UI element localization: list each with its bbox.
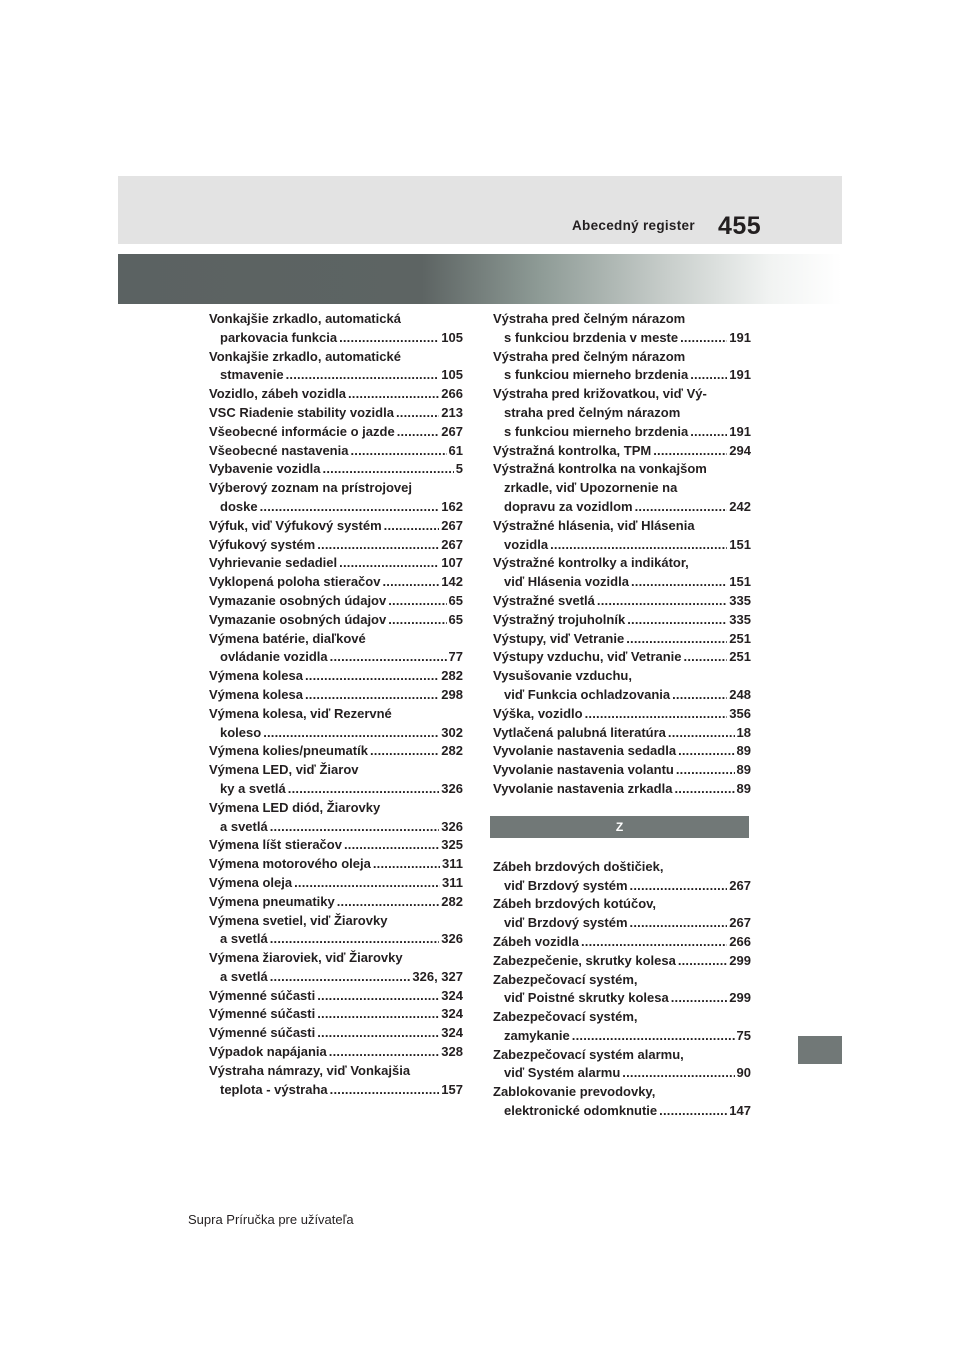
index-entry-text: Vonkajšie zrkadlo, automatické bbox=[209, 348, 401, 364]
index-entry-text: viď Brzdový systém bbox=[504, 915, 628, 931]
dot-leader bbox=[348, 385, 439, 404]
footer-manual-title: Supra Príručka pre užívateľa bbox=[188, 1212, 354, 1227]
index-entry bbox=[493, 858, 751, 896]
index-entry-text: Zabezpečovací systém, bbox=[493, 1009, 638, 1025]
letter-section-band: Z bbox=[490, 816, 749, 838]
index-entry-page: 298 bbox=[441, 686, 463, 702]
index-entry bbox=[209, 836, 463, 855]
index-entry-page: 326 bbox=[441, 931, 463, 947]
index-entry-page: 77 bbox=[448, 649, 463, 665]
index-entry-page: 326 bbox=[441, 780, 463, 796]
dot-leader bbox=[630, 877, 728, 896]
dot-leader bbox=[626, 630, 727, 649]
index-entry bbox=[209, 799, 463, 837]
index-entry bbox=[493, 1083, 751, 1121]
index-entry bbox=[493, 724, 751, 743]
index-entry-page: 191 bbox=[729, 329, 751, 345]
index-entry-page: 324 bbox=[441, 1006, 463, 1022]
dot-leader bbox=[397, 423, 440, 442]
index-entry-page: 267 bbox=[441, 536, 463, 552]
index-entry-page: 242 bbox=[729, 498, 751, 514]
index-entry bbox=[209, 630, 463, 668]
index-entry-page: 162 bbox=[441, 498, 463, 514]
index-entry bbox=[209, 554, 463, 573]
index-entry-text: Výstraha pred čelným nárazom bbox=[493, 311, 686, 326]
index-entry-page: 61 bbox=[448, 442, 463, 458]
index-entry bbox=[209, 536, 463, 555]
dot-leader bbox=[384, 517, 440, 536]
index-entry-text: Zabezpečovací systém alarmu, bbox=[493, 1046, 684, 1062]
dot-leader bbox=[597, 592, 727, 611]
index-entry-page: 266 bbox=[729, 933, 751, 949]
index-entry-text: Výstražné hlásenia, viď Hlásenia bbox=[493, 517, 695, 533]
index-entry-page: 302 bbox=[441, 724, 463, 740]
dot-leader bbox=[344, 836, 439, 855]
index-entry bbox=[493, 310, 751, 348]
index-entry-text: viď Hlásenia vozidla bbox=[504, 574, 629, 590]
index-entry-text: Výmena motorového oleja bbox=[209, 856, 371, 872]
dot-leader bbox=[339, 554, 439, 573]
index-entry-text: Výmenné súčasti bbox=[209, 1025, 316, 1041]
index-entry bbox=[209, 761, 463, 799]
dot-leader bbox=[678, 952, 727, 971]
index-entry-text: teplota - výstraha bbox=[220, 1081, 328, 1097]
index-entry-text: viď Funkcia ochladzovania bbox=[504, 686, 671, 702]
dot-leader bbox=[585, 705, 728, 724]
dot-leader bbox=[684, 648, 728, 667]
index-entry bbox=[209, 348, 463, 386]
index-entry bbox=[209, 592, 463, 611]
index-entry-text: Zábeh brzdových doštičiek, bbox=[493, 858, 664, 874]
index-entry bbox=[209, 1005, 463, 1024]
dot-leader bbox=[317, 1005, 439, 1024]
index-entry-text: parkovacia funkcia bbox=[220, 329, 338, 345]
index-entry bbox=[209, 573, 463, 592]
index-entry-page: 299 bbox=[729, 990, 751, 1006]
index-entry-page: 299 bbox=[729, 952, 751, 968]
dot-leader bbox=[330, 648, 447, 667]
index-entry bbox=[493, 460, 751, 516]
dot-leader bbox=[671, 989, 728, 1008]
index-entry-text: a svetlá bbox=[220, 931, 268, 947]
index-entry-text: dopravu za vozidlom bbox=[504, 498, 633, 514]
index-entry-page: 105 bbox=[441, 367, 463, 383]
index-entry-text: Výmena kolies/pneumatík bbox=[209, 743, 368, 759]
index-entry bbox=[493, 761, 751, 780]
index-entry-text: ky a svetlá bbox=[220, 780, 286, 796]
dot-leader bbox=[305, 667, 439, 686]
index-entry bbox=[493, 517, 751, 555]
dot-leader bbox=[329, 1043, 440, 1062]
index-entry-text: Výstraha pred čelným nárazom bbox=[493, 348, 686, 364]
dot-leader bbox=[317, 1024, 439, 1043]
index-entry-text: Výstraha pred križovatkou, viď Vý- bbox=[493, 386, 707, 402]
dot-leader bbox=[263, 724, 439, 743]
dot-leader bbox=[270, 968, 411, 987]
index-entry-text: Výstraha námrazy, viď Vonkajšia bbox=[209, 1062, 411, 1078]
index-entry-text: a svetlá bbox=[220, 968, 268, 984]
index-entry bbox=[209, 705, 463, 743]
index-entry-text: viď Systém alarmu bbox=[504, 1065, 621, 1081]
index-entry-text: Výmena líšt stieračov bbox=[209, 837, 342, 853]
dot-leader bbox=[668, 724, 735, 743]
index-entry-text: Výpadok napájania bbox=[209, 1044, 327, 1060]
index-entry-text: zamykanie bbox=[504, 1027, 570, 1043]
index-entry-page: 248 bbox=[729, 686, 751, 702]
index-entry-page: 282 bbox=[441, 668, 463, 684]
index-entry-page: 326 bbox=[441, 818, 463, 834]
index-entry bbox=[493, 971, 751, 1009]
index-entry-text: Výmenné súčasti bbox=[209, 1006, 316, 1022]
index-entry-text: Vysušovanie vzduchu, bbox=[493, 668, 632, 684]
index-entry-page: 18 bbox=[736, 724, 751, 740]
index-entry-text: viď Brzdový systém bbox=[504, 877, 628, 893]
index-entry bbox=[493, 742, 751, 761]
index-entry-page: 267 bbox=[441, 423, 463, 439]
index-entry-text: Vyvolanie nastavenia sedadla bbox=[493, 743, 677, 759]
index-entry bbox=[493, 933, 751, 952]
index-entry-page: 282 bbox=[441, 893, 463, 909]
dot-leader bbox=[690, 423, 727, 442]
index-entry bbox=[209, 742, 463, 761]
dot-leader bbox=[330, 1081, 440, 1100]
dot-leader bbox=[337, 893, 440, 912]
dot-leader bbox=[388, 611, 446, 630]
dot-leader bbox=[370, 742, 439, 761]
index-entry bbox=[493, 630, 751, 649]
index-entry-page: 335 bbox=[729, 611, 751, 627]
index-entry-page: 191 bbox=[729, 367, 751, 383]
index-entry bbox=[493, 667, 751, 705]
index-entry-text: Výstražná kontrolka na vonkajšom bbox=[493, 461, 707, 477]
dot-leader bbox=[373, 855, 440, 874]
index-entry-page: 325 bbox=[441, 837, 463, 853]
index-entry-page: 90 bbox=[736, 1065, 751, 1081]
dot-leader bbox=[572, 1027, 735, 1046]
index-entry bbox=[209, 404, 463, 423]
index-entry bbox=[209, 479, 463, 517]
index-entry-text: s funkciou brzdenia v meste bbox=[504, 329, 679, 345]
index-entry-page: 157 bbox=[441, 1081, 463, 1097]
index-entry-text: Výstupy vzduchu, viď Vetranie bbox=[493, 649, 682, 665]
index-entry-text: zrkadle, viď Upozornenie na bbox=[504, 480, 678, 496]
index-entry-text: Výmena oleja bbox=[209, 874, 293, 890]
index-entry bbox=[493, 385, 751, 441]
index-entry-text: Výstražný trojuholník bbox=[493, 611, 626, 627]
index-entry-page: 89 bbox=[736, 762, 751, 778]
index-entry-text: Vytlačená palubná literatúra bbox=[493, 724, 666, 740]
index-entry bbox=[209, 385, 463, 404]
index-entries-v bbox=[493, 310, 751, 799]
index-entry-page: 324 bbox=[441, 987, 463, 1003]
header-gradient-bar bbox=[118, 254, 842, 304]
index-entry-page: 356 bbox=[729, 705, 751, 721]
dot-leader bbox=[396, 404, 439, 423]
index-entry-page: 328 bbox=[441, 1044, 463, 1060]
index-entry-page: 151 bbox=[729, 536, 751, 552]
index-entry-text: Vyvolanie nastavenia volantu bbox=[493, 762, 674, 778]
index-entry-page: 266 bbox=[441, 386, 463, 402]
index-entry bbox=[209, 442, 463, 461]
index-entry-text: Výmena žiaroviek, viď Žiarovky bbox=[209, 950, 403, 966]
index-entry-text: elektronické odomknutie bbox=[504, 1103, 658, 1119]
dot-leader bbox=[270, 818, 440, 837]
dot-leader bbox=[653, 442, 727, 461]
index-entry-text: Vyklopená poloha stieračov bbox=[209, 574, 381, 590]
index-entry-text: straha pred čelným nárazom bbox=[504, 404, 681, 420]
index-column-left bbox=[209, 310, 463, 1099]
index-entry-text: Zabezpečenie, skrutky kolesa bbox=[493, 952, 676, 968]
index-entry-text: Výstupy, viď Vetranie bbox=[493, 630, 625, 646]
index-entry-text: Všeobecné informácie o jazde bbox=[209, 423, 395, 439]
index-entry bbox=[493, 780, 751, 799]
dot-leader bbox=[678, 742, 734, 761]
dot-leader bbox=[581, 933, 727, 952]
index-entry-page: 294 bbox=[729, 442, 751, 458]
index-entry-page: 267 bbox=[441, 517, 463, 533]
index-entry-page: 142 bbox=[441, 574, 463, 590]
index-entry-page: 267 bbox=[729, 915, 751, 931]
index-entry bbox=[493, 554, 751, 592]
index-entry-text: Zablokovanie prevodovky, bbox=[493, 1084, 656, 1100]
index-entry bbox=[493, 442, 751, 461]
dot-leader bbox=[630, 914, 728, 933]
index-entry-text: a svetlá bbox=[220, 818, 268, 834]
index-entry bbox=[493, 611, 751, 630]
index-entry-text: Zabezpečovací systém, bbox=[493, 971, 638, 987]
index-entry-text: VSC Riadenie stability vozidla bbox=[209, 404, 394, 420]
index-entry-page: 251 bbox=[729, 630, 751, 646]
index-entry-text: doske bbox=[220, 498, 258, 514]
index-entry bbox=[209, 667, 463, 686]
index-entry-text: Výmena LED, viď Žiarov bbox=[209, 762, 359, 778]
dot-leader bbox=[339, 329, 439, 348]
index-entry-page: 105 bbox=[441, 329, 463, 345]
index-entry-text: viď Poistné skrutky kolesa bbox=[504, 990, 669, 1006]
index-entry-page: 213 bbox=[441, 404, 463, 420]
index-entry-page: 191 bbox=[729, 423, 751, 439]
index-entry bbox=[209, 310, 463, 348]
index-entry-text: Výfuk, viď Výfukový systém bbox=[209, 517, 382, 533]
index-entries-z bbox=[493, 858, 751, 1121]
index-entry-page: 65 bbox=[448, 592, 463, 608]
index-entry-text: stmavenie bbox=[220, 367, 284, 383]
index-entry-page: 311 bbox=[442, 856, 463, 872]
dot-leader bbox=[622, 1064, 734, 1083]
dot-leader bbox=[286, 366, 440, 385]
index-entry-text: koleso bbox=[220, 724, 262, 740]
index-entry-text: Vyvolanie nastavenia zrkadla bbox=[493, 780, 673, 796]
dot-leader bbox=[388, 592, 446, 611]
dot-leader bbox=[672, 686, 727, 705]
index-entry-page: 89 bbox=[736, 780, 751, 796]
index-entry-text: Výmenné súčasti bbox=[209, 987, 316, 1003]
index-entry-page: 311 bbox=[442, 874, 463, 890]
chapter-side-tab bbox=[798, 1036, 842, 1064]
index-entry bbox=[493, 1008, 751, 1046]
index-entry-page: 75 bbox=[736, 1027, 751, 1043]
index-entry bbox=[209, 1043, 463, 1062]
index-entry-text: Výmena LED diód, Žiarovky bbox=[209, 799, 381, 815]
index-entry-page: 65 bbox=[448, 611, 463, 627]
index-entry bbox=[493, 952, 751, 971]
dot-leader bbox=[659, 1102, 727, 1121]
index-entry bbox=[209, 893, 463, 912]
index-entry-text: Vozidlo, zábeh vozidla bbox=[209, 386, 346, 402]
dot-leader bbox=[635, 498, 728, 517]
index-entry-text: Zábeh brzdových kotúčov, bbox=[493, 896, 657, 912]
index-entry bbox=[493, 348, 751, 386]
index-entry-text: Výberový zoznam na prístrojovej bbox=[209, 480, 413, 496]
index-entry bbox=[209, 686, 463, 705]
index-entry bbox=[209, 460, 463, 479]
dot-leader bbox=[294, 874, 440, 893]
dot-leader bbox=[323, 460, 454, 479]
index-column-right bbox=[493, 310, 751, 1121]
index-entry bbox=[209, 517, 463, 536]
index-entry-page: 5 bbox=[455, 461, 463, 477]
index-entry bbox=[493, 1046, 751, 1084]
index-entry bbox=[209, 874, 463, 893]
index-entry-text: Výmena kolesa, viď Rezervné bbox=[209, 705, 392, 721]
index-entry-text: Výstražné svetlá bbox=[493, 592, 595, 608]
dot-leader bbox=[690, 366, 727, 385]
dot-leader bbox=[288, 780, 440, 799]
index-entry-page: 147 bbox=[729, 1103, 751, 1119]
dot-leader bbox=[627, 611, 727, 630]
dot-leader bbox=[305, 686, 439, 705]
index-entry-page: 89 bbox=[736, 743, 751, 759]
index-entry bbox=[209, 912, 463, 950]
index-entry bbox=[493, 705, 751, 724]
index-entry-text: Vymazanie osobných údajov bbox=[209, 611, 387, 627]
index-entry-text: Výstražná kontrolka, TPM bbox=[493, 442, 652, 458]
index-entry-text: Výmena pneumatiky bbox=[209, 893, 335, 909]
index-entry bbox=[209, 987, 463, 1006]
index-entry bbox=[209, 855, 463, 874]
index-entry-text: Výmena kolesa bbox=[209, 686, 303, 702]
index-entry-page: 251 bbox=[729, 649, 751, 665]
index-entry-text: Výstražné kontrolky a indikátor, bbox=[493, 555, 689, 571]
index-entry bbox=[493, 592, 751, 611]
index-entry bbox=[209, 949, 463, 987]
index-entry bbox=[209, 423, 463, 442]
dot-leader bbox=[674, 780, 734, 799]
index-entry bbox=[493, 648, 751, 667]
dot-leader bbox=[317, 536, 439, 555]
index-entry bbox=[209, 1024, 463, 1043]
index-entry-text: Zábeh vozidla bbox=[493, 933, 579, 949]
dot-leader bbox=[550, 536, 727, 555]
index-entry-text: Výška, vozidlo bbox=[493, 705, 583, 721]
dot-leader bbox=[631, 573, 727, 592]
index-entry-page: 326, 327 bbox=[412, 968, 463, 984]
index-entry-text: Výmena svetiel, viď Žiarovky bbox=[209, 912, 388, 928]
dot-leader bbox=[317, 987, 439, 1006]
index-entry bbox=[493, 895, 751, 933]
index-entry-text: ovládanie vozidla bbox=[220, 649, 328, 665]
index-entry-page: 107 bbox=[441, 555, 463, 571]
dot-leader bbox=[676, 761, 735, 780]
index-entry-page: 151 bbox=[729, 574, 751, 590]
index-entry-text: Vymazanie osobných údajov bbox=[209, 592, 387, 608]
index-entry-text: Výfukový systém bbox=[209, 536, 316, 552]
index-entry-text: Všeobecné nastavenia bbox=[209, 442, 349, 458]
index-entry bbox=[209, 611, 463, 630]
index-entry-text: Vonkajšie zrkadlo, automatická bbox=[209, 311, 401, 326]
index-entry-text: Výmena kolesa bbox=[209, 668, 303, 684]
index-entry-page: 267 bbox=[729, 877, 751, 893]
dot-leader bbox=[350, 442, 446, 461]
index-entry-text: Vybavenie vozidla bbox=[209, 461, 321, 477]
index-entry-page: 324 bbox=[441, 1025, 463, 1041]
dot-leader bbox=[270, 930, 440, 949]
index-entry-text: Vyhrievanie sedadiel bbox=[209, 555, 338, 571]
dot-leader bbox=[680, 329, 727, 348]
page-number: 455 bbox=[718, 212, 762, 240]
index-entry-page: 282 bbox=[441, 743, 463, 759]
index-entry-text: vozidla bbox=[504, 536, 549, 552]
index-entry bbox=[209, 1062, 463, 1100]
dot-leader bbox=[260, 498, 440, 517]
index-entry-text: Výmena batérie, diaľkové bbox=[209, 630, 366, 646]
index-entry-text: s funkciou mierneho brzdenia bbox=[504, 423, 689, 439]
index-entry-page: 335 bbox=[729, 592, 751, 608]
index-entry-text: s funkciou mierneho brzdenia bbox=[504, 367, 689, 383]
dot-leader bbox=[382, 573, 439, 592]
section-title: Abecedný register bbox=[572, 218, 695, 233]
